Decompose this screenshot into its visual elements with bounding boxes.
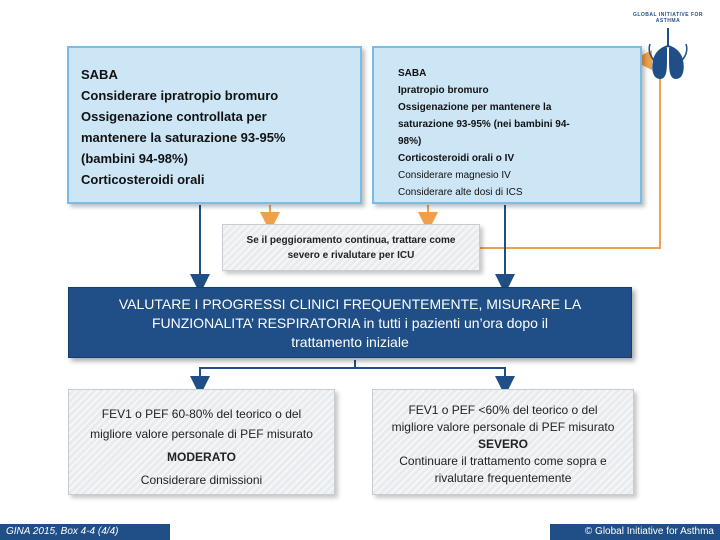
assessment-line: VALUTARE I PROGRESSI CLINICI FREQUENTEMENTE, MISURARE LA xyxy=(118,296,582,312)
footer xyxy=(0,524,720,540)
treatment-box-right xyxy=(372,46,642,204)
right-box-line: saturazione 93-95% (nei bambini 94- xyxy=(398,119,570,130)
right-box-line: Ossigenazione per mantenere la xyxy=(398,102,552,113)
footer-source: GINA 2015, Box 4-4 (4/4) xyxy=(0,524,170,540)
severe-title: SEVERO xyxy=(477,437,528,451)
escalation-box xyxy=(222,224,480,271)
severe-action-line: Continuare il trattamento come sopra e xyxy=(399,454,607,468)
arrow-assess-to-severe xyxy=(355,368,505,386)
right-box-line: Corticosteroidi orali o IV xyxy=(398,153,515,164)
moderate-action: Considerare dimissioni xyxy=(140,473,263,487)
moderate-criteria-line: FEV1 o PEF 60-80% del teorico o del xyxy=(101,407,302,421)
right-box-line: Considerare magnesio IV xyxy=(398,170,511,181)
arrow-assess-to-moderate xyxy=(200,360,355,386)
right-box-line: Considerare alte dosi di ICS xyxy=(398,187,523,198)
assessment-box xyxy=(68,287,632,358)
left-box-line: (bambini 94-98%) xyxy=(81,151,188,166)
escalation-line: Se il peggioramento continua, trattare come xyxy=(246,235,456,246)
logo-text: GLOBAL INITIATIVE FOR ASTHMA xyxy=(632,12,704,24)
right-box-line: SABA xyxy=(398,68,427,79)
moderate-box xyxy=(68,389,335,495)
severe-criteria-line: migliore valore personale di PEF misurato xyxy=(391,420,615,434)
moderate-title: MODERATO xyxy=(167,450,236,464)
escalation-line: severo e rivalutare per ICU xyxy=(287,250,415,261)
gina-logo xyxy=(626,12,710,96)
left-box-line: Considerare ipratropio bromuro xyxy=(81,88,279,103)
right-box-line: 98%) xyxy=(398,136,422,147)
assessment-line: trattamento iniziale xyxy=(291,334,409,350)
right-box-line: Ipratropio bromuro xyxy=(398,85,489,96)
severe-box xyxy=(372,389,634,495)
left-box-line: mantenere la saturazione 93-95% xyxy=(81,130,286,145)
left-box-line: Ossigenazione controllata per xyxy=(81,109,267,124)
left-box-line: Corticosteroidi orali xyxy=(81,172,205,187)
left-box-line: SABA xyxy=(81,67,118,82)
severe-action-line: rivalutare frequentemente xyxy=(434,471,572,485)
lungs-icon xyxy=(626,12,710,96)
footer-copyright: © Global Initiative for Asthma xyxy=(550,524,720,540)
assessment-line: FUNZIONALITA’ RESPIRATORIA in tutti i pazienti un’ora dopo il xyxy=(151,315,549,331)
moderate-criteria-line: migliore valore personale di PEF misurato xyxy=(90,427,313,441)
treatment-box-left xyxy=(67,46,362,204)
severe-criteria-line: FEV1 o PEF <60% del teorico o del xyxy=(408,403,598,417)
